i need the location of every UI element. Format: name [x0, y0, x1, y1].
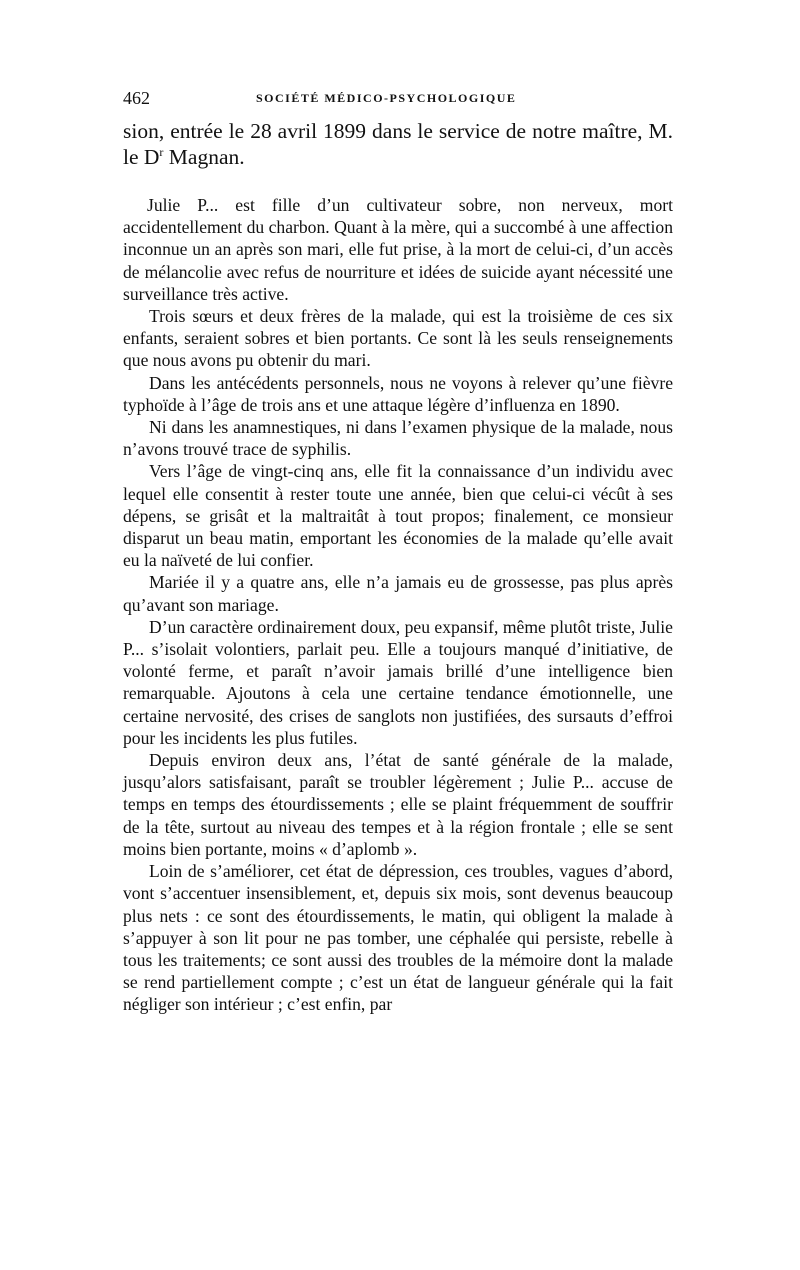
doctor-abbrev-superscript: r: [159, 144, 164, 159]
running-title: SOCIÉTÉ MÉDICO-PSYCHOLOGIQUE: [256, 91, 517, 105]
page-number: 462: [123, 88, 150, 108]
paragraph-symptoms: Loin de s’améliorer, cet état de dépression, ces troubles, vagues d’abord, vont s’accentuer insensiblement, et, depuis six mois, sont devenus beaucoup plus nets : ce sont des étourdissements, le matin, qui obligent la malade à s’appuyer à son lit pour ne pas tomber, une céphalée qui persiste, rebelle à tous les traitements; ce sont aussi des troubles de la mémoire dont la malade se rend partiellement compte ; c’est un état de langueur générale qui la fait négliger son intérieur ; c’est enfin, par: [123, 861, 673, 1015]
paragraph-siblings: Trois sœurs et deux frères de la malade, qui est la troisième de ces six enfants, seraient sobres et bien portants. Ce sont là les seuls renseignements que nous avons pu obtenir du mari.: [123, 306, 673, 371]
opening-paragraph: [123, 118, 673, 170]
body-text: [123, 194, 673, 1016]
paragraph-character: D’un caractère ordinairement doux, peu expansif, même plutôt triste, Julie P... s’isolait volontiers, parlait peu. Elle a toujours manqué d’initiative, de volonté ferme, et paraît n’avoir jamais brillé d’une intelligence bien remarquable. Ajoutons à cela une certaine tendance émotionnelle, une certaine nervosité, des crises de sanglots non justifiées, des sursauts d’effroi pour les incidents les plus futiles.: [123, 616, 673, 748]
running-header: [123, 88, 673, 118]
paragraph-personal-history: Dans les antécédents personnels, nous ne voyons à relever qu’une fièvre typhoïde à l’âge de trois ans et une attaque légère d’influenza en 1890.: [123, 372, 673, 415]
paragraph-syphilis: Ni dans les anamnestiques, ni dans l’examen physique de la malade, nous n’avons trouvé trace de syphilis.: [123, 417, 673, 460]
paragraph-relationship: Vers l’âge de vingt-cinq ans, elle fit la connaissance d’un individu avec lequel elle consentit à rester toute une année, bien que celui-ci vécût à ses dépens, se grisât et la maltraitât à tout propos; finalement, ce monsieur disparut un beau matin, emportant les économies de la malade qu’elle avait eu la naïveté de lui confier.: [123, 461, 673, 571]
opening-text-end: Magnan.: [163, 145, 245, 169]
paragraph-family-history: Julie P... est fille d’un cultivateur sobre, non nerveux, mort accidentellement du charbon. Quant à la mère, qui a succombé à une affection inconnue un an après son mari, elle fut prise, à la mort de celui-ci, d’un accès de mélancolie avec refus de nourriture et idées de suicide ayant nécessité une surveillance très active.: [123, 195, 673, 304]
book-page: [123, 88, 673, 1016]
paragraph-health-onset: Depuis environ deux ans, l’état de santé générale de la malade, jusqu’alors satisfaisant, paraît se troubler légèrement ; Julie P... accuse de temps en temps des étourdissements ; elle se plaint fréquemment de souffrir de la tête, surtout au niveau des tempes et à la région frontale ; elle se sent moins bien portante, moins « d’aplomb ».: [123, 750, 673, 859]
opening-text: sion, entrée le 28 avril 1899 dans le service de notre maître, M. le D: [123, 119, 673, 169]
paragraph-marriage: Mariée il y a quatre ans, elle n’a jamais eu de grossesse, pas plus après qu’avant son mariage.: [123, 572, 673, 615]
